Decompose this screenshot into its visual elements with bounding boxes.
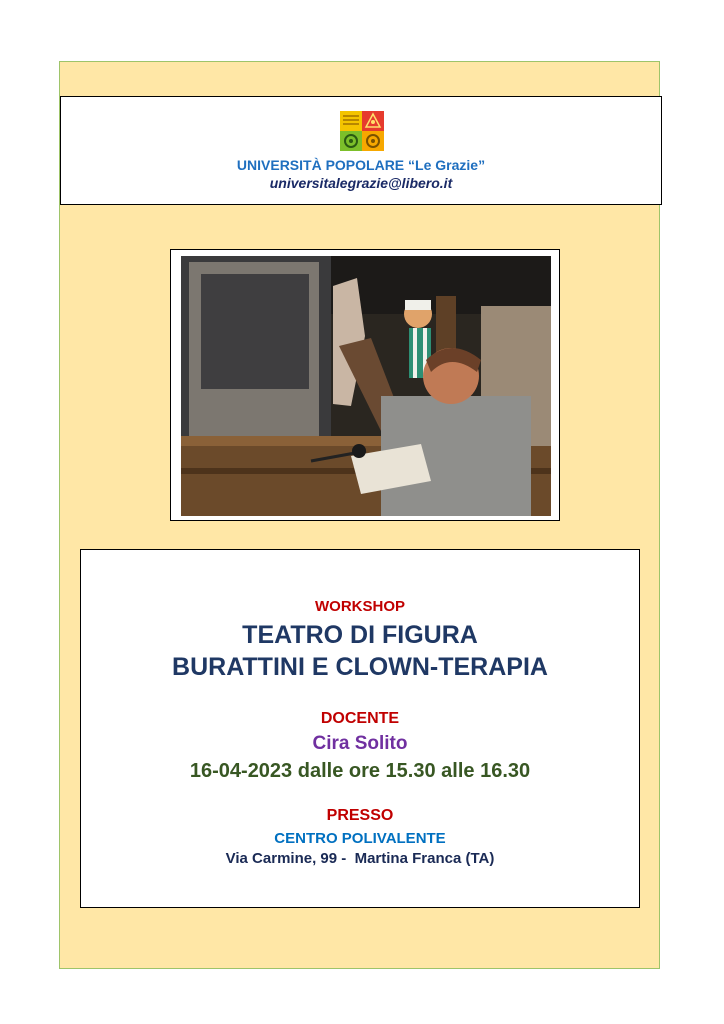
header-box — [60, 96, 662, 205]
venue-address: Via Carmine, 99 - Martina Franca (TA) — [225, 850, 495, 867]
event-title-line2: BURATTINI E CLOWN-TERAPIA — [172, 653, 548, 681]
puppet-theatre-photo — [181, 256, 551, 516]
event-type: WORKSHOP — [315, 598, 405, 615]
teacher-label: DOCENTE — [320, 710, 400, 727]
event-title-line1: TEATRO DI FIGURA — [242, 621, 478, 649]
event-info-box — [80, 549, 640, 908]
location-label: PRESSO — [326, 807, 394, 824]
organization-name: UNIVERSITÀ POPOLARE “Le Grazie” — [236, 157, 486, 173]
university-logo — [340, 111, 384, 151]
teacher-name: Cira Solito — [312, 733, 408, 754]
venue-name: CENTRO POLIVALENTE — [274, 830, 446, 847]
organization-email: universitalegrazie@libero.it — [269, 175, 453, 191]
photo-frame — [170, 249, 560, 521]
event-datetime: 16-04-2023 dalle ore 15.30 alle 16.30 — [189, 760, 531, 782]
